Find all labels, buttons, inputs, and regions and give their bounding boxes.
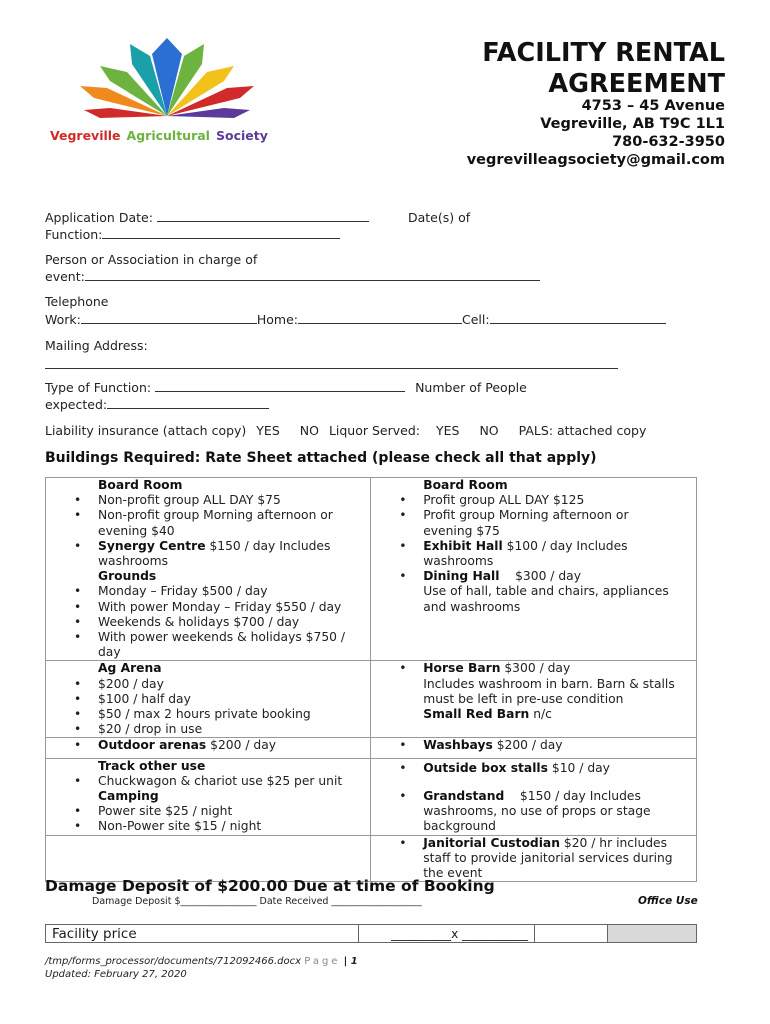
office-use-cell-2[interactable] [608, 925, 697, 943]
list-item-continued: staff to provide janitorial services during [423, 850, 673, 865]
number-people-label: Number of People [415, 380, 527, 395]
phone-number: 780-632-3950 [612, 134, 725, 150]
track-other-use-heading: Track other use [98, 758, 206, 773]
function-label: Function: [45, 227, 103, 242]
list-item-continued: must be left in pre-use condition [423, 691, 624, 706]
logo-word-3: Society [215, 128, 268, 143]
logo-word-2: Agricultural [126, 128, 210, 143]
society-logo [50, 36, 268, 146]
dining-hall-heading: Dining Hall [423, 569, 500, 584]
exhibit-hall-heading: Exhibit Hall [423, 538, 503, 553]
updated-date: Updated: February 27, 2020 [45, 968, 187, 980]
office-use-cell-1[interactable] [534, 925, 607, 943]
list-item-continued: washrooms [423, 554, 494, 569]
buildings-table [45, 477, 697, 882]
outdoor-arenas-price: $200 / day [206, 738, 277, 753]
pals-label: PALS: attached copy [518, 423, 647, 438]
buildings-heading: Buildings Required: Rate Sheet attached (please check all that apply) [45, 450, 597, 466]
grandstand-price: $150 / day Includes [504, 788, 641, 803]
expected-row [45, 396, 269, 413]
outside-grandstand-cell[interactable] [371, 758, 697, 835]
ag-arena-cell[interactable] [46, 661, 371, 738]
work-phone-field[interactable] [81, 311, 257, 324]
washbays-cell[interactable] [371, 738, 697, 758]
application-date-field[interactable] [157, 209, 369, 222]
list-item: • With power weekends & holidays $750 / [98, 630, 364, 645]
list-item: • $100 / half day [98, 692, 364, 707]
contact-block [365, 97, 725, 169]
board-room-nonprofit-cell[interactable] [46, 478, 371, 661]
liability-yes-option[interactable]: YES [256, 423, 280, 438]
title-line-1: FACILITY RENTAL [482, 38, 725, 68]
table-row [46, 925, 697, 943]
home-phone-field[interactable] [298, 311, 462, 324]
dining-hall-price: $300 / day [499, 569, 581, 584]
janitorial-heading: Janitorial Custodian [423, 835, 560, 850]
synergy-centre-price: $150 / day Includes [205, 538, 331, 553]
small-red-barn-heading: Small Red Barn [423, 707, 530, 722]
application-date-row [45, 209, 369, 226]
list-item: • Monday – Friday $500 / day [98, 584, 364, 599]
type-function-row [45, 379, 527, 396]
exhibit-hall-price: $100 / day Includes [502, 538, 628, 553]
address-street: 4753 – 45 Avenue [581, 98, 725, 114]
document-footer [45, 956, 358, 981]
title-line-2: AGREEMENT [548, 69, 725, 99]
list-item-continued: evening $75 [423, 523, 500, 538]
table-row [46, 835, 697, 882]
list-item-continued: evening $40 [98, 523, 175, 538]
list-item: • Non-profit group Morning afternoon or [98, 508, 364, 523]
horse-barn-price: $300 / day [500, 661, 571, 676]
mailing-address-field[interactable] [45, 368, 618, 369]
camping-heading: Camping [98, 789, 159, 804]
grandstand-heading: Grandstand [423, 788, 505, 803]
list-item-continued: Use of hall, table and chairs, appliances [423, 584, 669, 599]
list-item-continued: day [98, 645, 121, 660]
liquor-yes-option[interactable]: YES [435, 423, 460, 438]
email-address: vegrevilleagsociety@gmail.com [466, 152, 725, 168]
facility-price-calc-field[interactable]: __________x ___________ [358, 925, 534, 943]
small-red-barn-price: n/c [529, 707, 552, 722]
expected-label: expected: [45, 397, 108, 412]
list-item-continued: washrooms, no use of props or stage [423, 804, 651, 819]
washbays-price: $200 / day [492, 738, 563, 753]
office-use-label: Office Use [638, 895, 698, 907]
list-item: • Profit group ALL DAY $125 [423, 493, 690, 508]
function-row [45, 226, 340, 243]
liquor-no-option[interactable]: NO [479, 423, 499, 438]
horse-barn-heading: Horse Barn [423, 661, 501, 676]
liability-no-option[interactable]: NO [299, 423, 319, 438]
synergy-centre-heading: Synergy Centre [98, 538, 206, 553]
telephone-label: Telephone [45, 294, 109, 309]
application-date-label: Application Date: [45, 210, 153, 225]
damage-deposit-fields[interactable]: Damage Deposit $________________ Date Received ___________________ [92, 896, 422, 907]
table-row [46, 758, 697, 835]
cell-phone-field[interactable] [490, 311, 666, 324]
table-row [46, 478, 697, 661]
logo-wordmark [50, 128, 268, 143]
outdoor-arenas-cell[interactable] [46, 738, 371, 758]
insurance-row [45, 422, 646, 439]
horse-barn-cell[interactable] [371, 661, 697, 738]
list-item-continued: the event [423, 866, 483, 881]
expected-field[interactable] [107, 396, 269, 409]
page-number: | 1 [343, 956, 358, 967]
washbays-heading: Washbays [423, 738, 493, 753]
facility-price-label: Facility price [46, 925, 359, 943]
list-item: • Weekends & holidays $700 / day [98, 615, 364, 630]
home-phone-label: Home: [256, 312, 299, 327]
list-item: • With power Monday – Friday $550 / day [98, 600, 364, 615]
list-item: • Power site $25 / night [98, 804, 364, 819]
address-city: Vegreville, AB T9C 1L1 [540, 116, 725, 132]
file-path: /tmp/forms_processor/documents/712092466.docx [45, 956, 302, 967]
telephone-row [45, 311, 666, 328]
person-row [45, 268, 540, 285]
event-label: event: [45, 269, 85, 284]
type-function-field[interactable] [155, 379, 405, 392]
empty-cell [46, 835, 371, 882]
list-item: • Chuckwagon & chariot use $25 per unit [98, 774, 364, 789]
outside-box-stalls-heading: Outside box stalls [423, 760, 548, 775]
logo-word-1: Vegreville [50, 128, 121, 143]
outdoor-arenas-heading: Outdoor arenas [98, 738, 207, 753]
list-item-continued: and washrooms [423, 599, 521, 614]
facility-price-table [45, 924, 697, 943]
document-title [425, 38, 725, 100]
track-camping-cell[interactable] [46, 758, 371, 835]
mailing-address-label: Mailing Address: [45, 338, 148, 353]
starburst-logo-icon [72, 36, 262, 136]
type-function-label: Type of Function: [45, 380, 152, 395]
list-item: • Non-Power site $15 / night [98, 819, 364, 834]
ag-arena-heading: Ag Arena [98, 661, 162, 676]
board-room-heading: Board Room [423, 478, 508, 492]
grounds-heading: Grounds [98, 569, 157, 584]
board-room-profit-cell[interactable] [371, 478, 697, 661]
liability-label: Liability insurance (attach copy) [45, 423, 247, 438]
janitorial-price: $20 / hr includes [559, 835, 668, 850]
list-item: • Non-profit group ALL DAY $75 [98, 493, 364, 508]
liquor-label: Liquor Served: [328, 423, 420, 438]
dates-of-label: Date(s) of [408, 210, 471, 225]
board-room-heading: Board Room [98, 478, 183, 492]
list-item-continued: Includes washroom in barn. Barn & stalls [423, 676, 675, 691]
work-phone-label: Work: [45, 312, 81, 327]
list-item: • Profit group Morning afternoon or [423, 508, 690, 523]
list-item-continued: background [423, 819, 496, 834]
list-item: • $20 / drop in use [98, 722, 364, 737]
list-item-continued: washrooms [98, 554, 169, 569]
person-label: Person or Association in charge of [45, 252, 258, 267]
function-date-field[interactable] [102, 226, 340, 239]
janitorial-cell[interactable] [371, 835, 697, 882]
cell-phone-label: Cell: [462, 312, 490, 327]
page-word: Page [304, 956, 341, 967]
list-item: • $200 / day [98, 677, 364, 692]
list-item: • $50 / max 2 hours private booking [98, 707, 364, 722]
table-row [46, 661, 697, 738]
damage-deposit-heading: Damage Deposit of $200.00 Due at time of Booking [45, 877, 495, 895]
outside-box-stalls-price: $10 / day [547, 760, 610, 775]
table-row [46, 738, 697, 758]
person-field[interactable] [85, 268, 540, 281]
